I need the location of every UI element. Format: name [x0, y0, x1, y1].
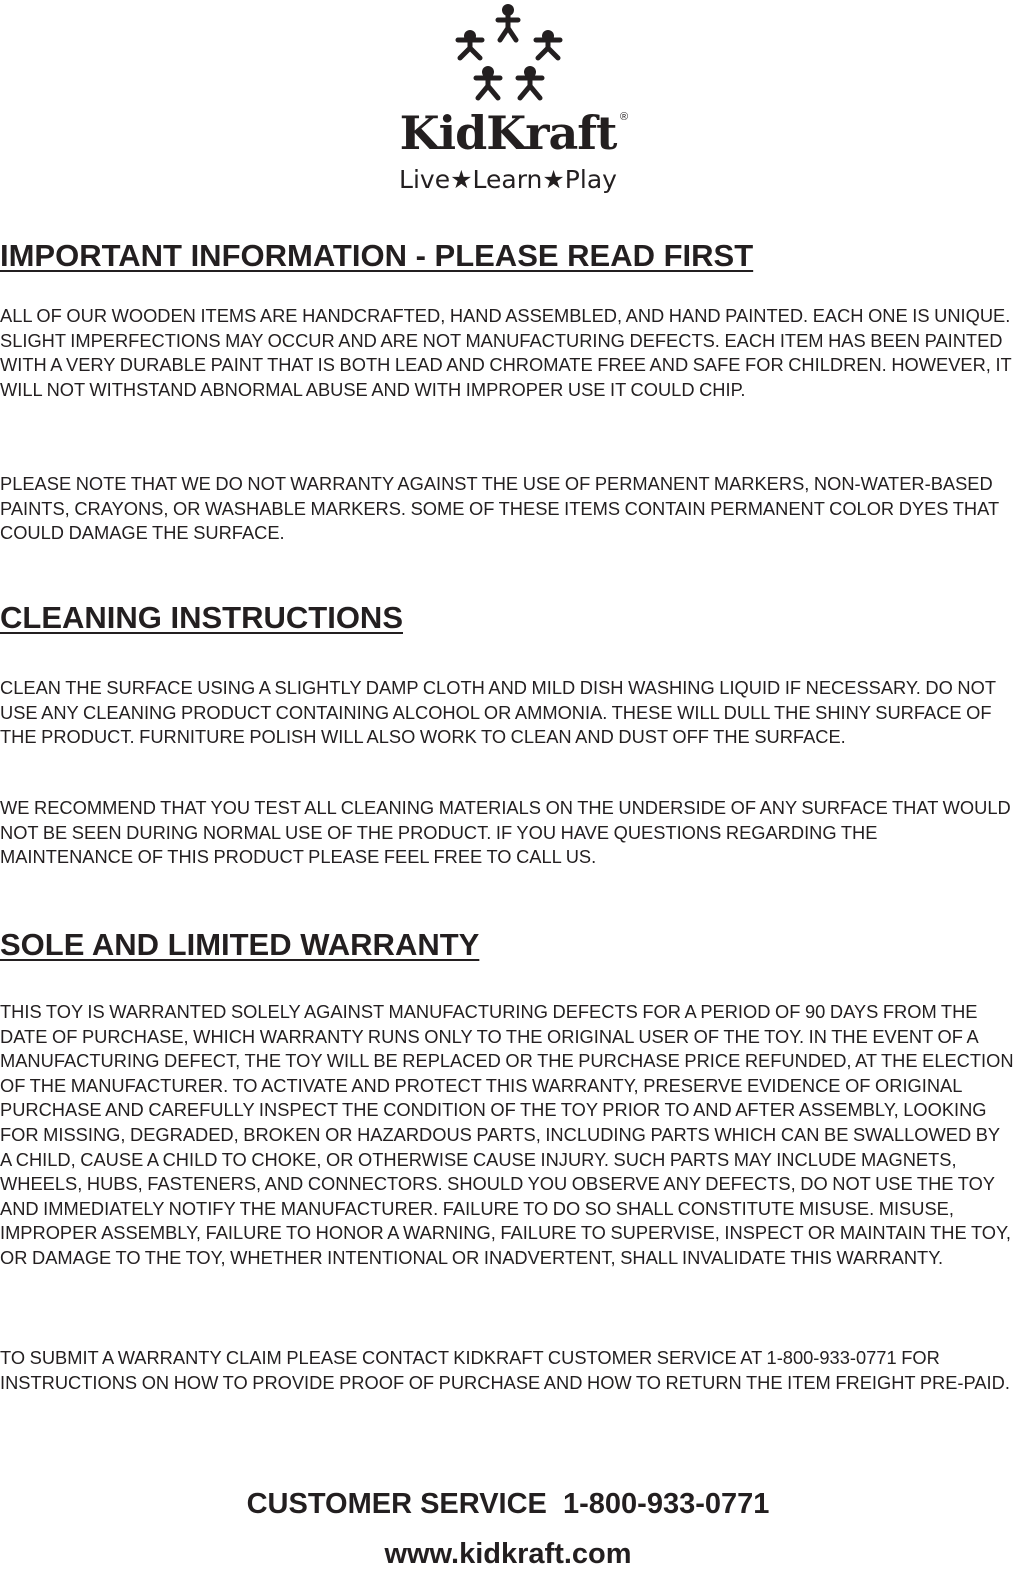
brand-tagline: Live★Learn★Play [399, 165, 617, 194]
customer-service-phone: CUSTOMER SERVICE 1-800-933-0771 [246, 1488, 770, 1520]
paragraph-test-materials: WE RECOMMEND THAT YOU TEST ALL CLEANING MATERIALS ON THE UNDERSIDE OF ANY SURFACE THAT WOULD NOT BE SEEN DURING NORMAL USE OF THE PRODUCT. IF YOU HAVE QUESTIONS REGARDING THE MAINTENANCE OF THIS PRODUCT PLEASE FEEL FREE TO CALL US. [0, 797, 1011, 868]
five-kids-star-icon [370, 0, 640, 110]
section-heading-cleaning-instructions: CLEANING INSTRUCTIONS [0, 600, 403, 635]
paragraph-handcrafted-notice: ALL OF OUR WOODEN ITEMS ARE HANDCRAFTED, HAND ASSEMBLED, AND HAND PAINTED. EACH ONE IS UNIQUE. SLIGHT IMPERFECTIONS MAY OCCUR AND ARE NOT MANUFACTURING DEFECTS. EACH ITEM HAS BEEN PAINTED WITH A VERY DURABLE PAINT THAT IS BOTH LEAD AND CHROMATE FREE AND SAFE FOR CHILDREN. HOWEVER, IT WILL NOT WITHSTAND ABNORMAL ABUSE AND WITH IMPROPER USE IT COULD CHIP. [0, 305, 1012, 400]
registered-mark: ® [620, 111, 629, 123]
section-heading-important-information: IMPORTANT INFORMATION - PLEASE READ FIRST [0, 238, 754, 273]
paragraph-warranty-claim: TO SUBMIT A WARRANTY CLAIM PLEASE CONTACT KIDKRAFT CUSTOMER SERVICE AT 1-800-933-0771 FOR INSTRUCTIONS ON HOW TO PROVIDE PROOF OF PURCHASE AND HOW TO RETURN THE ITEM FREIGHT PRE-PAID. [0, 1347, 1010, 1393]
paragraph-marker-warranty-note: PLEASE NOTE THAT WE DO NOT WARRANTY AGAINST THE USE OF PERMANENT MARKERS, NON-WATER-BASED PAINTS, CRAYONS, OR WASHABLE MARKERS. SOME OF THESE ITEMS CONTAIN PERMANENT COLOR DYES THAT COULD DAMAGE THE SURFACE. [0, 473, 999, 544]
brand-name: KidKraft [399, 106, 617, 160]
paragraph-warranty-terms: THIS TOY IS WARRANTED SOLELY AGAINST MANUFACTURING DEFECTS FOR A PERIOD OF 90 DAYS FROM THE DATE OF PURCHASE, WHICH WARRANTY RUNS ONLY TO THE ORIGINAL USER OF THE TOY. IN THE EVENT OF A MANUFACTURING DEFECT, THE TOY WILL BE REPLACED OR THE PURCHASE PRICE REFUNDED, AT THE ELECTION OF THE MANUFACTURER. TO ACTIVATE AND PROTECT THIS WARRANTY, PRESERVE EVIDENCE OF ORIGINAL PURCHASE AND CAREFULLY INSPECT THE CONDITION OF THE TOY PRIOR TO AND AFTER ASSEMBLY, LOOKING FOR MISSING, DEGRADED, BROKEN OR HAZARDOUS PARTS, INCLUDING PARTS WHICH CAN BE SWALLOWED BY A CHILD, CAUSE A CHILD TO CHOKE, OR OTHERWISE CAUSE INJURY. SUCH PARTS MAY INCLUDE MAGNETS, WHEELS, HUBS, FASTENERS, AND CONNECTORS. SHOULD YOU OBSERVE ANY DEFECTS, DO NOT USE THE TOY AND IMMEDIATELY NOTIFY THE MANUFACTURER. FAILURE TO DO SO SHALL CONSTITUTE MISUSE. MISUSE, IMPROPER ASSEMBLY, FAILURE TO HONOR A WARNING, FAILURE TO SUPERVISE, INSPECT OR MAINTAIN THE TOY, OR DAMAGE TO THE TOY, WHETHER INTENTIONAL OR INADVERTENT, SHALL INVALIDATE THIS WARRANTY. [0, 1001, 1014, 1268]
website-url: www.kidkraft.com [384, 1538, 632, 1570]
paragraph-cleaning-method: CLEAN THE SURFACE USING A SLIGHTLY DAMP CLOTH AND MILD DISH WASHING LIQUID IF NECESSARY. DO NOT USE ANY CLEANING PRODUCT CONTAINING ALCOHOL OR AMMONIA. THESE WILL DULL THE SHINY SURFACE OF THE PRODUCT. FURNITURE POLISH WILL ALSO WORK TO CLEAN AND DUST OFF THE SURFACE. [0, 677, 996, 748]
section-heading-limited-warranty: SOLE AND LIMITED WARRANTY [0, 927, 480, 962]
